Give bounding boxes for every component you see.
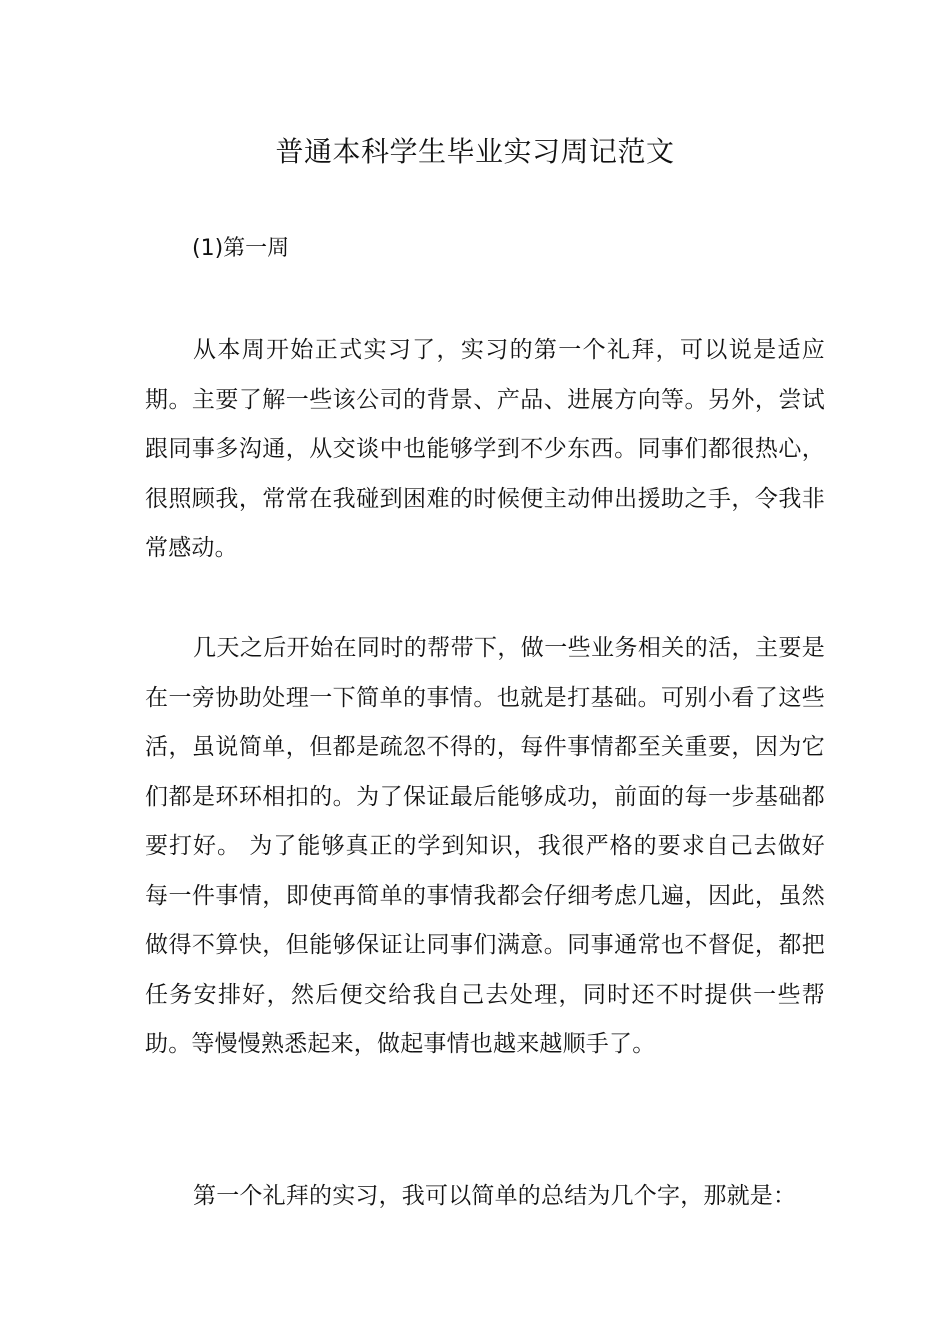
paragraph: 从本周开始正式实习了，实习的第一个礼拜，可以说是适应期。主要了解一些该公司的背景、产品、进展方向等。另外，尝试跟同事多沟通，从交谈中也能够学到不少东西。同事们都很热心，很照顾我，常常在我碰到困难的时候便主动伸出援助之手，令我非常感动。: [145, 337, 825, 561]
paragraph: 第一个礼拜的实习，我可以简单的总结为几个字，那就是：: [193, 1183, 797, 1209]
week-heading: (1)第一周: [192, 236, 290, 261]
document-title: 普通本科学生毕业实习周记范文: [275, 135, 675, 168]
paragraph: 几天之后开始在同时的帮带下，做一些业务相关的活，主要是在一旁协助处理一下简单的事情。也就是打基础。可别小看了这些活，虽说简单，但都是疏忽不得的，每件事情都至关重要，因为它们都是环环相扣的。为了保证最后能够成功，前面的每一步基础都要打好。 为了能够真正的学到知识，我很严格的要求自己去做好每一件事情，即使再简单的事情我都会仔细考虑几遍，因此，虽然做得不算快，但能够保证让同事们满意。同事通常也不督促，都把任务安排好，然后便交给我自己去处理，同时还不时提供一些帮助。等慢慢熟悉起来，做起事情也越来越顺手了。: [145, 635, 825, 1057]
